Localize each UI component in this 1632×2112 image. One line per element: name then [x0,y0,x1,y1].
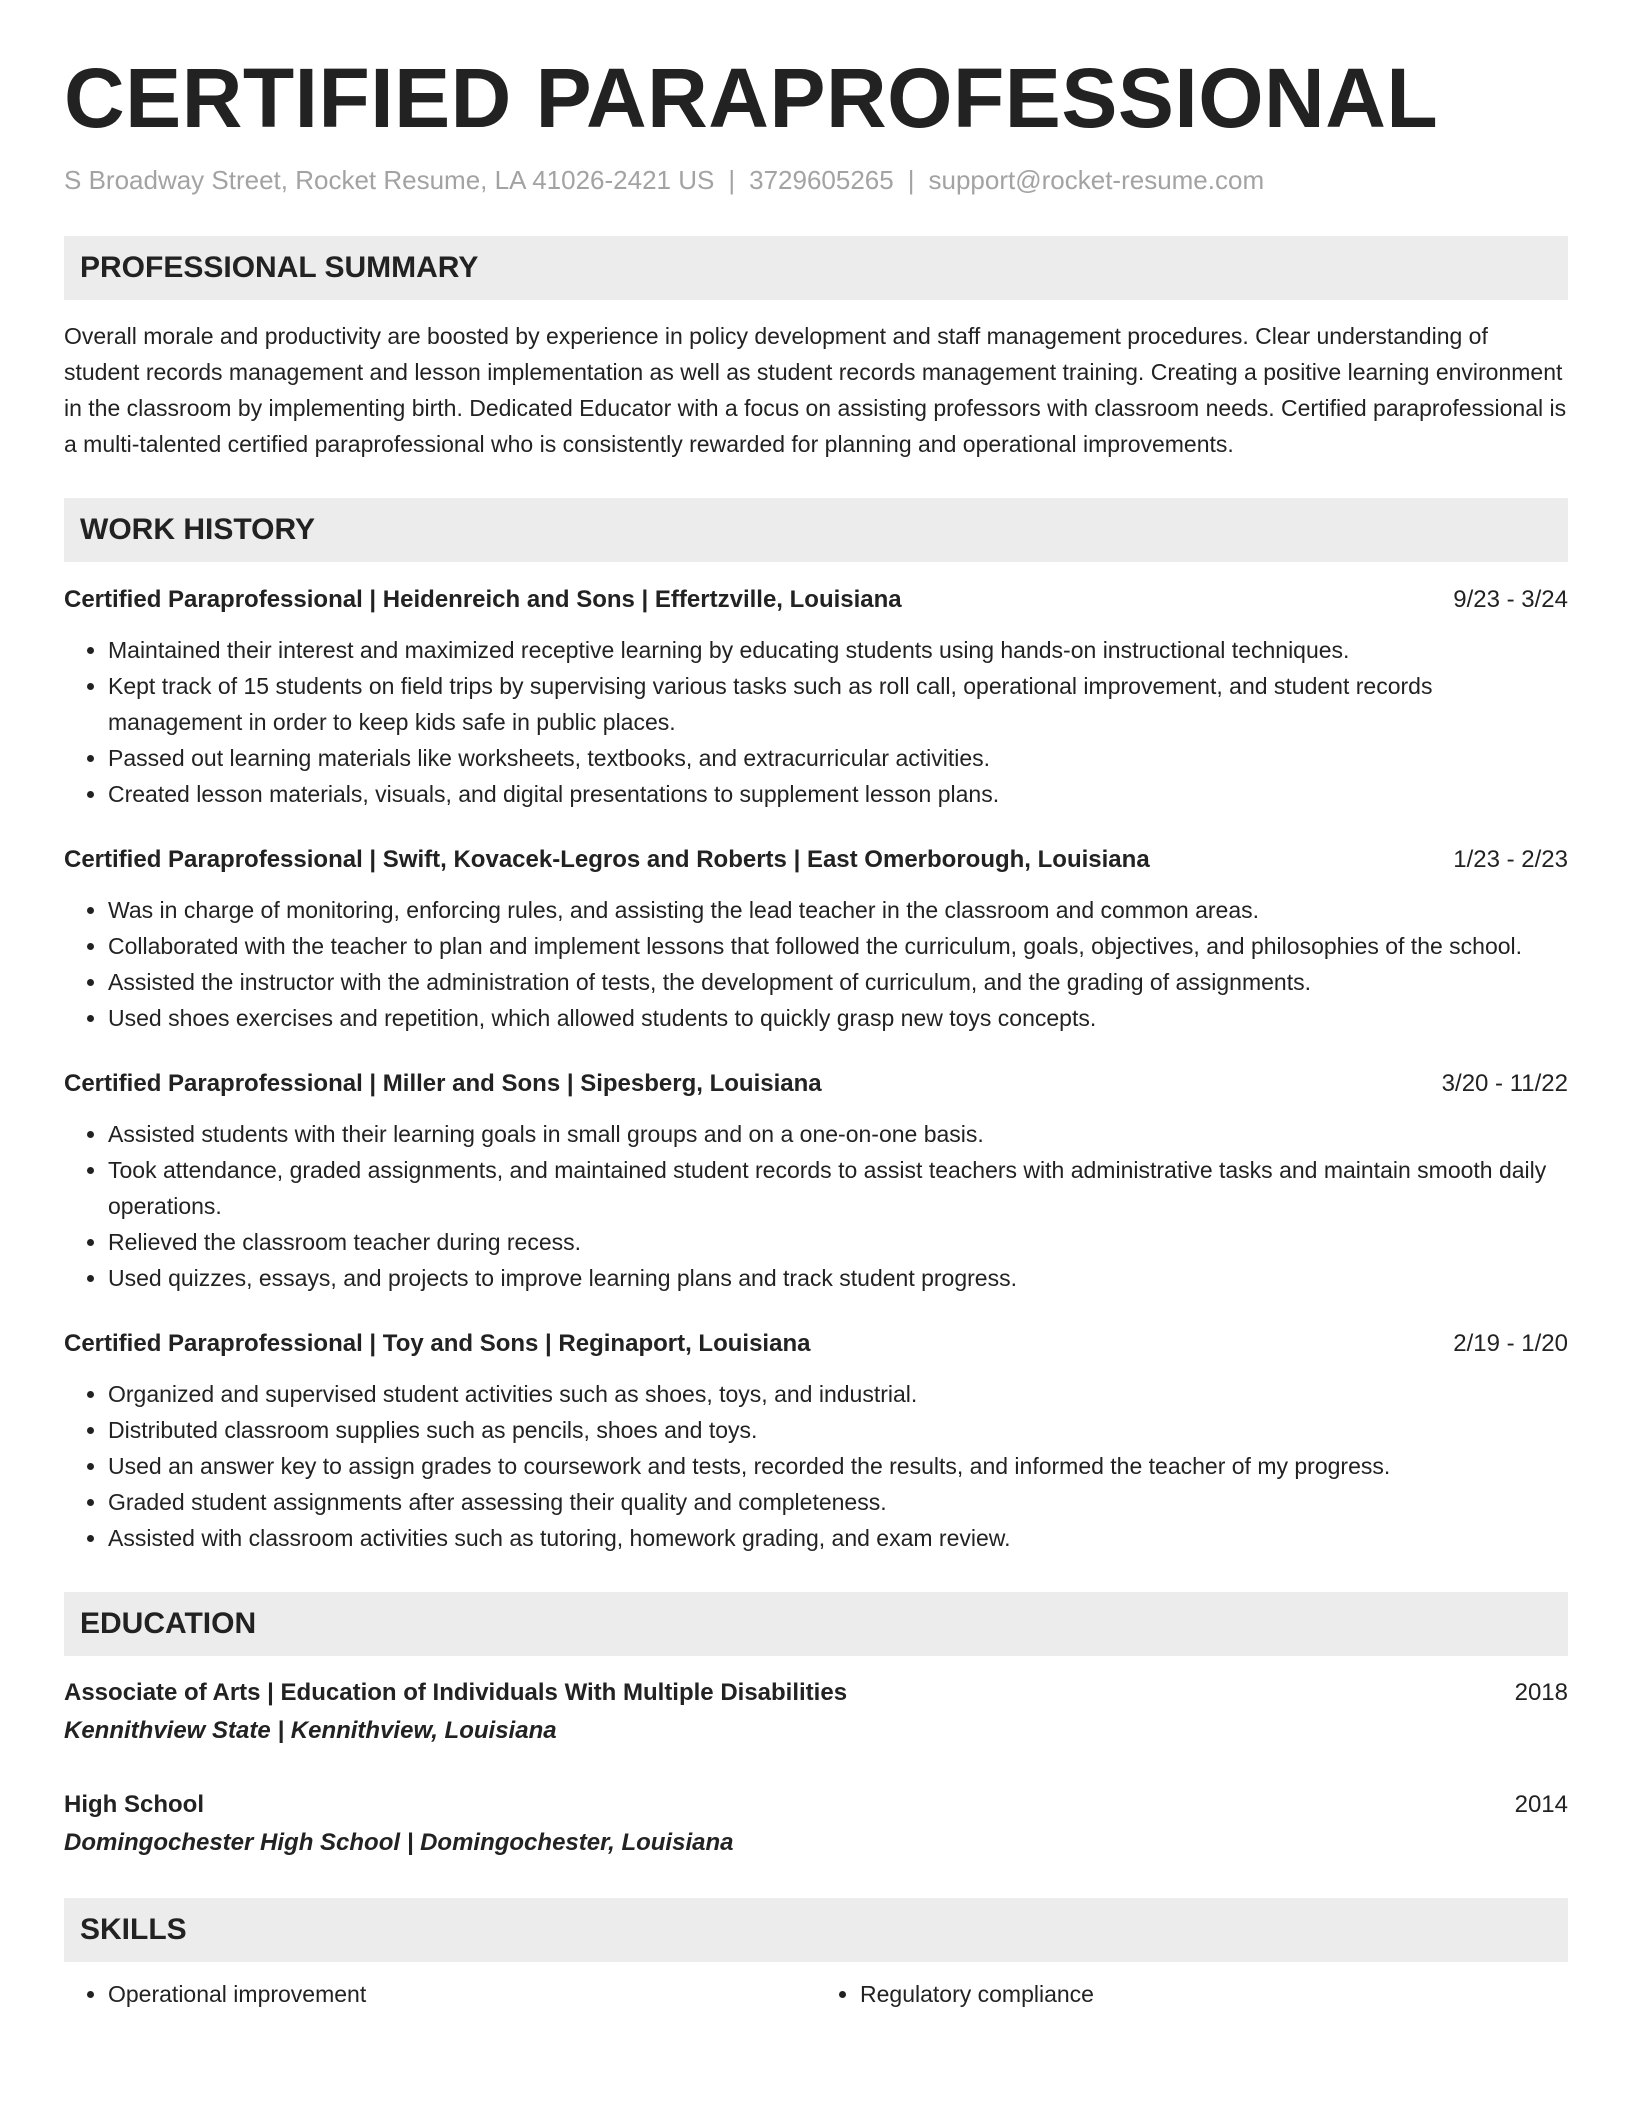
education-year: 2018 [1514,1679,1568,1707]
skill-item: • Operational improvement [108,1976,816,2012]
job-bullet: • Collaborated with the teacher to plan and implement lessons that followed the curriculum, goals, objectives, and philosophies of the school. [108,928,1568,964]
job-bullet: • Assisted with classroom activities such as tutoring, homework grading, and exam review. [108,1520,1568,1556]
job-bullets [64,1116,1568,1296]
job-entry [64,582,1568,812]
contact-separator: | [728,165,736,196]
skill-item: • Regulatory compliance [860,1976,1568,2012]
job-title: Certified Paraprofessional | Miller and Sons | Sipesberg, Louisiana [64,1070,822,1098]
job-header [64,1066,1568,1102]
job-bullet: • Distributed classroom supplies such as pencils, shoes and toys. [108,1412,1568,1448]
job-bullet: • Used an answer key to assign grades to coursework and tests, recorded the results, and informed the teacher of my progress. [108,1448,1568,1484]
skills-column-right [816,1976,1568,2012]
job-dates: 3/20 - 11/22 [1441,1070,1568,1098]
education-year: 2014 [1514,1791,1568,1819]
job-bullets [64,632,1568,812]
education-entry [64,1786,1568,1862]
job-bullet: • Was in charge of monitoring, enforcing rules, and assisting the lead teacher in the classroom and common areas. [108,892,1568,928]
education-entry [64,1674,1568,1750]
job-title: Certified Paraprofessional | Heidenreich and Sons | Effertzville, Louisiana [64,586,902,614]
education-school: Domingochester High School | Domingochester, Louisiana [64,1829,734,1857]
education-degree: High School [64,1791,204,1819]
section-heading-education: EDUCATION [64,1592,1568,1656]
contact-address: S Broadway Street, Rocket Resume, LA 41026-2421 US [64,165,715,196]
job-bullet: • Graded student assignments after assessing their quality and completeness. [108,1484,1568,1520]
job-bullet: • Assisted the instructor with the administration of tests, the development of curriculum, and the grading of assignments. [108,964,1568,1000]
job-title: Certified Paraprofessional | Toy and Sons | Reginaport, Louisiana [64,1330,811,1358]
candidate-name: CERTIFIED PARAPROFESSIONAL [64,51,1439,145]
job-entry [64,842,1568,1036]
job-bullet: • Passed out learning materials like worksheets, textbooks, and extracurricular activities. [108,740,1568,776]
section-heading-summary: PROFESSIONAL SUMMARY [64,236,1568,300]
job-bullets [64,1376,1568,1556]
job-bullet: • Used shoes exercises and repetition, which allowed students to quickly grasp new toys concepts. [108,1000,1568,1036]
job-bullet: • Kept track of 15 students on field trips by supervising various tasks such as roll call, operational improvement, and student records management in order to keep kids safe in public places. [108,668,1568,740]
skills-column-left [64,1976,816,2012]
job-dates: 2/19 - 1/20 [1453,1330,1568,1358]
education-school: Kennithview State | Kennithview, Louisiana [64,1717,557,1745]
contact-phone: 3729605265 [749,165,894,196]
job-bullet: • Created lesson materials, visuals, and digital presentations to supplement lesson plans. [108,776,1568,812]
contact-line [64,164,1568,198]
job-bullet: • Used quizzes, essays, and projects to improve learning plans and track student progress. [108,1260,1568,1296]
section-heading-work-history: WORK HISTORY [64,498,1568,562]
summary-text: Overall morale and productivity are boosted by experience in policy development and staff management procedures. Clear understanding of student records management and lesson implementation as well as student records management training. Creating a positive learning environment in the classroom by implementing birth. Dedicated Educator with a focus on assisting professors with classroom needs. Certified paraprofessional is a multi-talented certified paraprofessional who is consistently rewarded for planning and operational improvements. [64,323,1567,458]
contact-email: support@rocket-resume.com [928,165,1265,196]
education-header [64,1674,1568,1712]
job-bullet: • Assisted students with their learning goals in small groups and on a one-on-one basis. [108,1116,1568,1152]
job-bullet: • Took attendance, graded assignments, and maintained student records to assist teachers with administrative tasks and maintain smooth daily operations. [108,1152,1568,1224]
contact-separator: | [907,165,915,196]
skills-list [64,1976,1568,2012]
job-header [64,582,1568,618]
job-title: Certified Paraprofessional | Swift, Kovacek-Legros and Roberts | East Omerborough, Louisiana [64,846,1150,874]
education-header [64,1786,1568,1824]
job-bullet: • Organized and supervised student activities such as shoes, toys, and industrial. [108,1376,1568,1412]
job-header [64,842,1568,878]
job-entry [64,1326,1568,1556]
job-bullet: • Relieved the classroom teacher during recess. [108,1224,1568,1260]
education-degree: Associate of Arts | Education of Individuals With Multiple Disabilities [64,1679,848,1707]
job-dates: 9/23 - 3/24 [1453,586,1568,614]
job-bullets [64,892,1568,1036]
job-header [64,1326,1568,1362]
job-entry [64,1066,1568,1296]
section-heading-skills: SKILLS [64,1898,1568,1962]
job-bullet: • Maintained their interest and maximized receptive learning by educating students using hands-on instructional techniques. [108,632,1568,668]
job-dates: 1/23 - 2/23 [1453,846,1568,874]
